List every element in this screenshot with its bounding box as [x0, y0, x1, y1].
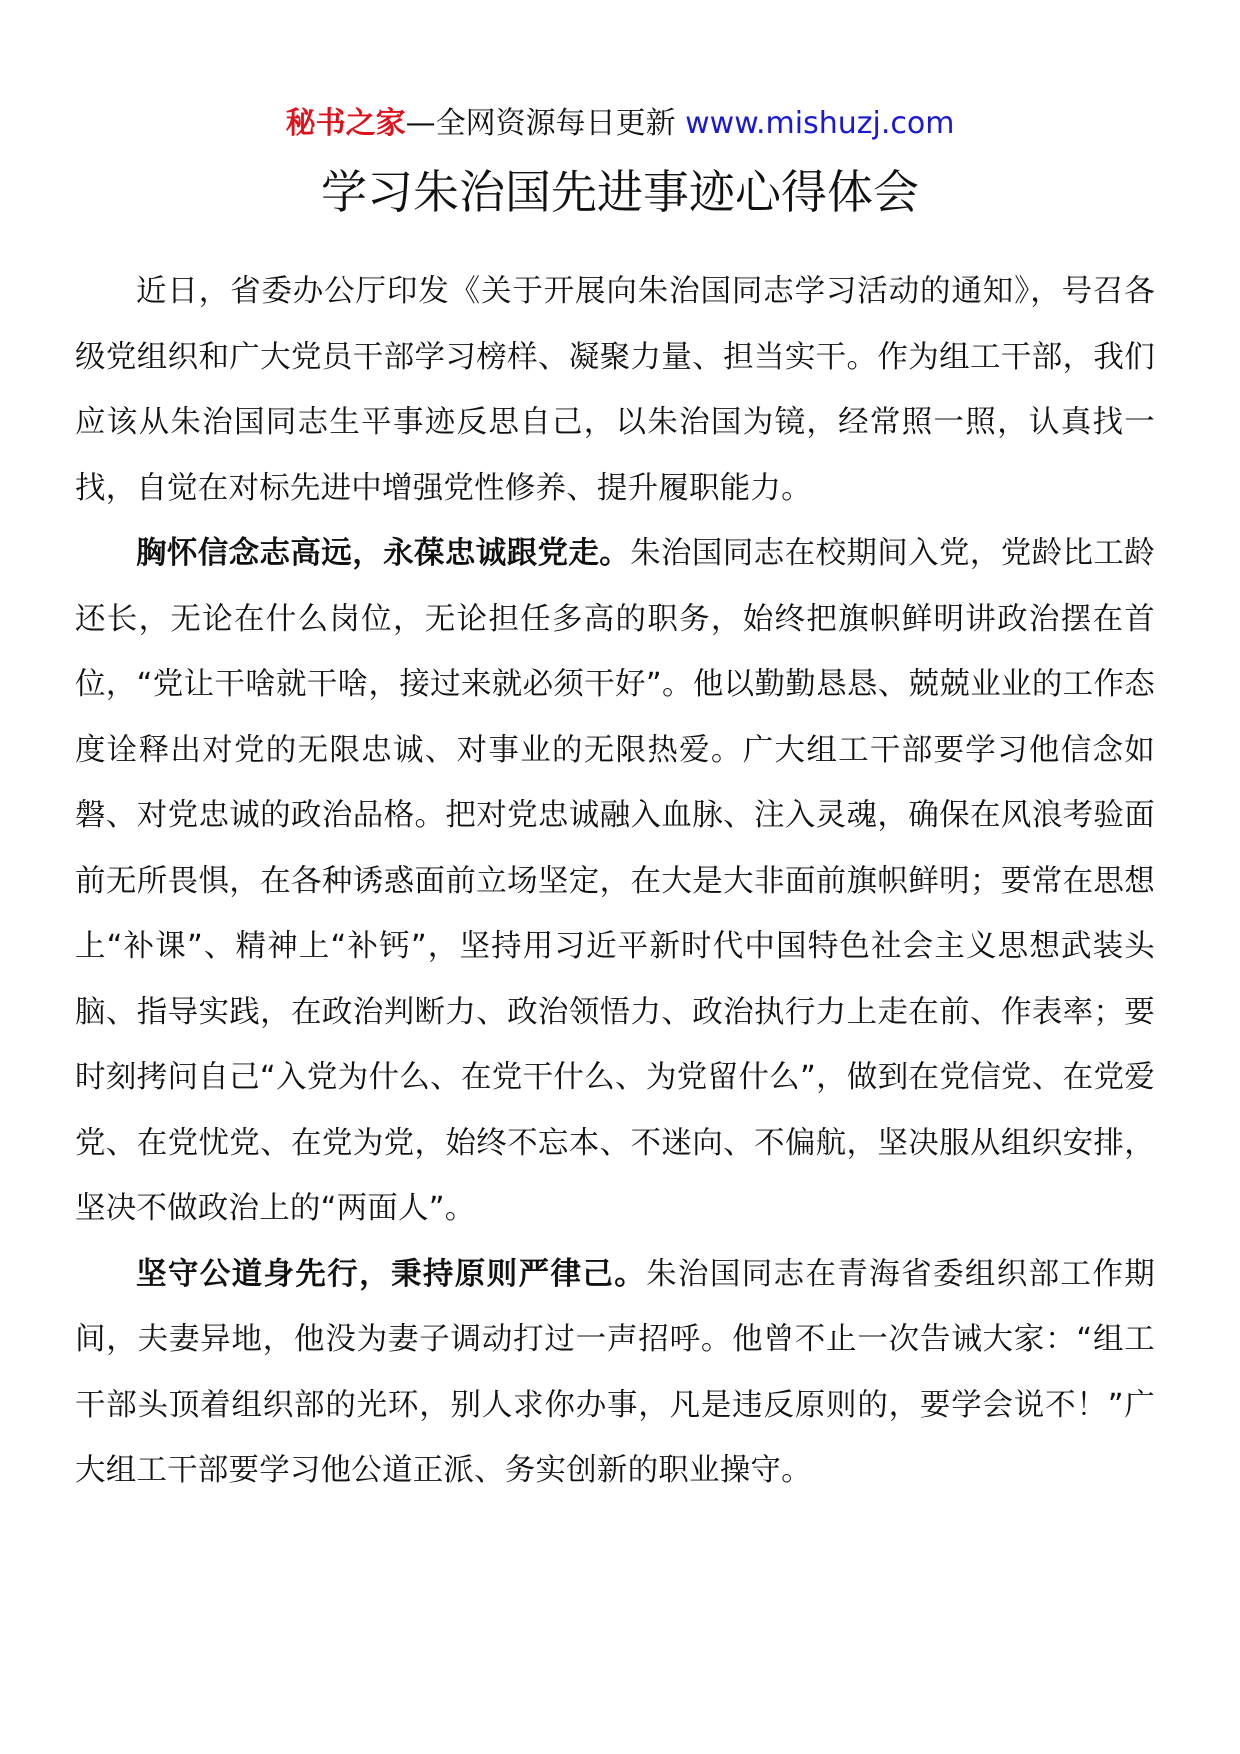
- document-title: 学习朱治国先进事迹心得体会: [321, 165, 919, 219]
- paragraph-text: 朱治国同志在青海省委组织部工作期间，夫妻异地，他没为妻子调动打过一声招呼。他曾不止一次告诫大家：“组工干部头顶着组织部的光环，别人求你办事，凡是违反原则的，要学会说不！”广大组工干部要学习他公道正派、务实创新的职业操守。: [75, 1256, 1155, 1488]
- document-body: [75, 259, 1155, 1504]
- paragraph-3: [75, 1242, 1155, 1504]
- paragraph-lead: 胸怀信念志高远，永葆忠诚跟党走。: [136, 536, 631, 571]
- site-slogan: —全网资源每日更新: [405, 106, 686, 141]
- paragraph-lead: 坚守公道身先行，秉持原则严律己。: [136, 1256, 647, 1292]
- paragraph-text: 近日，省委办公厅印发《关于开展向朱治国同志学习活动的通知》，号召各级党组织和广大党员干部学习榜样、凝聚力量、担当实干。作为组工干部，我们应该从朱治国同志生平事迹反思自己，以朱治国为镜，经常照一照，认真找一找，自觉在对标先进中增强党性修养、提升履职能力。: [75, 274, 1155, 506]
- paragraph-text: 朱治国同志在校期间入党，党龄比工龄还长，无论在什么岗位，无论担任多高的职务，始终把旗帜鲜明讲政治摆在首位，“党让干啥就干啥，接过来就必须干好”。他以勤勤恳恳、兢兢业业的工作态度诠释出对党的无限忠诚、对事业的无限热爱。广大组工干部要学习他信念如磐、对党忠诚的政治品格。把对党忠诚融入血脉、注入灵魂，确保在风浪考验面前无所畏惧，在各种诱惑面前立场坚定，在大是大非面前旗帜鲜明；要常在思想上“补课”、精神上“补钙”，坚持用习近平新时代中国特色社会主义思想武装头脑、指导实践，在政治判断力、政治领悟力、政治执行力上走在前、作表率；要时刻拷问自己“入党为什么、在党干什么、为党留什么”，做到在党信党、在党爱党、在党忧党、在党为党，始终不忘本、不迷向、不偏航，坚决服从组织安排，坚决不做政治上的“两面人”。: [75, 536, 1156, 1226]
- paragraph-1: [75, 259, 1155, 521]
- site-name: 秘书之家: [285, 106, 406, 141]
- site-url-link[interactable]: www.mishuzj.com: [685, 106, 955, 141]
- paragraph-2: [75, 521, 1155, 1242]
- site-banner: [0, 100, 1240, 148]
